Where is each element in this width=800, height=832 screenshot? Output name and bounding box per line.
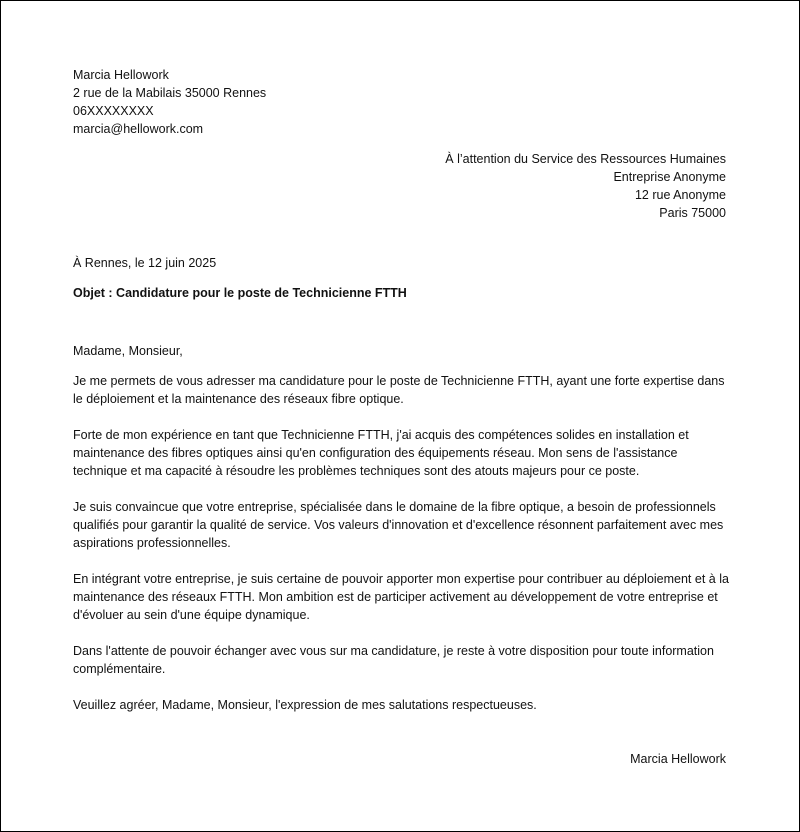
letter-subject: Objet : Candidature pour le poste de Technicienne FTTH bbox=[73, 286, 407, 300]
body-paragraph: Je suis convaincue que votre entreprise, spécialisée dans le domaine de la fibre optique, a besoin de professionnels qualifiés pour garantir la qualité de service. Vos valeurs d'innovation et d'excellence résonnent parfaitement avec mes aspirations professionnelles. bbox=[73, 500, 724, 550]
letter-greeting: Madame, Monsieur, bbox=[73, 344, 183, 358]
sender-phone: 06XXXXXXXX bbox=[73, 104, 154, 118]
recipient-city: Paris 75000 bbox=[659, 206, 726, 220]
sender-name: Marcia Hellowork bbox=[73, 68, 169, 82]
recipient-block bbox=[445, 150, 726, 222]
sender-address: 2 rue de la Mabilais 35000 Rennes bbox=[73, 86, 267, 100]
sender-block bbox=[73, 66, 266, 138]
recipient-attention: À l’attention du Service des Ressources Humaines bbox=[445, 152, 726, 166]
body-paragraph: Je me permets de vous adresser ma candidature pour le poste de Technicienne FTTH, ayant une forte expertise dans le déploiement et la maintenance des réseaux fibre optique. bbox=[73, 374, 725, 406]
signature: Marcia Hellowork bbox=[630, 752, 726, 766]
letter-date: À Rennes, le 12 juin 2025 bbox=[73, 256, 217, 270]
closing-paragraph: Veuillez agréer, Madame, Monsieur, l'expression de mes salutations respectueuses. bbox=[73, 698, 537, 712]
recipient-street: 12 rue Anonyme bbox=[634, 188, 726, 202]
body-paragraph: Forte de mon expérience en tant que Technicienne FTTH, j'ai acquis des compétences solides en installation et maintenance des fibres optiques ainsi qu'en configuration des équipements réseau. Mon sens de l'assistance technique et ma capacité à résoudre les problèmes techniques sont des atouts majeurs pour ce poste. bbox=[73, 428, 689, 478]
body-paragraph: En intégrant votre entreprise, je suis certaine de pouvoir apporter mon expertise pour contribuer au déploiement et à la maintenance des réseaux FTTH. Mon ambition est de participer activement au développement de votre entreprise et d'évoluer au sein d'une équipe dynamique. bbox=[73, 572, 729, 622]
letter-body bbox=[73, 372, 733, 732]
sender-email: marcia@hellowork.com bbox=[73, 122, 204, 136]
recipient-company: Entreprise Anonyme bbox=[613, 170, 726, 184]
body-paragraph: Dans l'attente de pouvoir échanger avec vous sur ma candidature, je reste à votre disposition pour toute information complémentaire. bbox=[73, 644, 714, 676]
